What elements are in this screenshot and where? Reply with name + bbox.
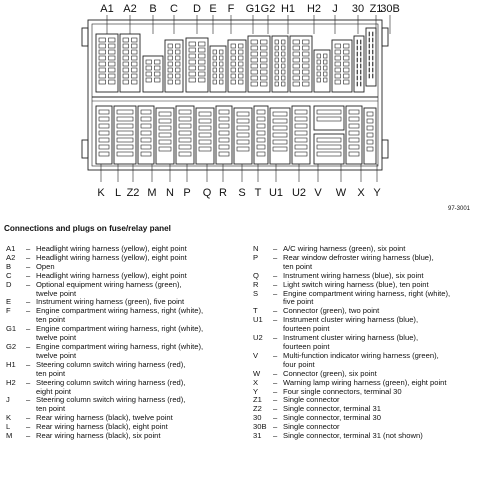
connector-label-w: W — [335, 187, 347, 199]
connector-label-30b: 30B — [380, 3, 400, 15]
legend-description: Instrument cluster wiring harness (blue), fourteen point — [283, 315, 419, 334]
legend-dash: – — [273, 244, 278, 253]
top-connector-labels — [100, 3, 400, 15]
legend-dash: – — [273, 270, 278, 280]
legend-title: Connections and plugs on fuse/relay panel — [4, 224, 171, 233]
legend-dash: – — [26, 297, 31, 307]
legend-dash: – — [26, 341, 31, 351]
legend-description: Instrument wiring harness (blue), six point — [283, 270, 424, 280]
legend-dash: – — [26, 244, 31, 253]
legend-code: U2 — [253, 333, 263, 343]
legend-code: V — [253, 350, 259, 360]
legend-description: Steering column switch wiring harness (red), ten point — [36, 395, 186, 414]
legend-description: Rear wiring harness (black), six point — [36, 431, 161, 441]
legend-description: Engine compartment wiring harness, right (white), twelve point — [36, 324, 204, 343]
legend-description: Open — [36, 261, 55, 271]
legend-code: Z1 — [253, 395, 262, 405]
legend-description: Steering column switch wiring harness (red), ten point — [36, 359, 186, 378]
legend-dash: – — [273, 288, 278, 298]
legend-code: M — [6, 431, 13, 441]
legend-code: 30 — [253, 413, 262, 423]
connector-label-j: J — [332, 3, 338, 15]
relay-socket — [354, 36, 364, 92]
legend-code: E — [6, 297, 12, 307]
connector-label-h1: H1 — [280, 3, 296, 15]
connector-socket — [314, 106, 344, 130]
legend-code: N — [253, 244, 259, 253]
legend-code: G2 — [6, 341, 17, 351]
legend-dash: – — [273, 377, 278, 387]
connector-label-k: K — [97, 187, 105, 199]
legend-left-column — [6, 245, 238, 441]
relay-socket — [165, 40, 183, 92]
legend-description: Single connector — [283, 395, 340, 405]
legend-code: D — [6, 279, 12, 289]
legend-dash: – — [26, 395, 31, 405]
connector-label-b: B — [149, 3, 157, 15]
legend-dash: – — [273, 422, 278, 432]
legend-dash: – — [273, 395, 278, 405]
connector-label-d: D — [193, 3, 201, 15]
legend-description: Single connector, terminal 31 (not shown) — [283, 431, 423, 441]
legend-code: G1 — [6, 324, 17, 334]
legend-code: A2 — [6, 252, 16, 262]
legend-dash: – — [273, 252, 278, 262]
legend-description: Engine compartment wiring harness, right (white), ten point — [36, 306, 204, 325]
legend-code: T — [253, 306, 258, 316]
connector-label-m: M — [147, 187, 157, 199]
connector-label-g1: G1 — [245, 3, 261, 15]
legend-entry-h2 — [6, 379, 238, 397]
legend-entry-h1 — [6, 361, 238, 379]
legend-entry-u2 — [253, 334, 482, 352]
legend-code: C — [6, 270, 12, 280]
legend-dash: – — [26, 261, 31, 271]
relay-socket — [210, 46, 226, 92]
connector-label-z2: Z2 — [126, 187, 140, 199]
connector-socket — [196, 108, 214, 164]
connector-label-f: F — [227, 3, 235, 15]
legend-dash: – — [26, 377, 31, 387]
connector-label-e: E — [209, 3, 217, 15]
legend-code: W — [253, 368, 261, 378]
connector-label-y: Y — [373, 187, 381, 199]
legend-dash: – — [26, 422, 31, 432]
legend-description: Single connector — [283, 422, 340, 432]
connector-label-s: S — [238, 187, 246, 199]
legend-description: Engine compartment wiring harness, right (white), five point — [283, 288, 451, 307]
relay-socket — [228, 40, 246, 92]
connector-label-u1: U1 — [268, 187, 284, 199]
legend-code: B — [6, 261, 12, 271]
connector-label-p: P — [183, 187, 191, 199]
legend-dash: – — [273, 386, 278, 396]
legend-description: Warning lamp wiring harness (green), eight point — [283, 377, 447, 387]
relay-socket — [272, 36, 288, 92]
fuse-relay-panel-diagram — [0, 0, 484, 215]
legend-dash: – — [26, 413, 31, 423]
legend-description: Single connector, terminal 30 — [283, 413, 381, 423]
legend-entry-g2 — [6, 343, 238, 361]
legend-dash: – — [26, 431, 31, 441]
legend-dash: – — [273, 333, 278, 343]
legend-code: H1 — [6, 359, 16, 369]
legend-entry-v — [253, 352, 482, 370]
legend-code: U1 — [253, 315, 263, 325]
legend-dash: – — [26, 279, 31, 289]
legend-code: Z2 — [253, 404, 262, 414]
panel-housing — [88, 20, 382, 170]
bottom-connector-labels — [97, 187, 381, 199]
legend-entry-31 — [253, 432, 482, 441]
legend-description: Multi-function indicator wiring harness (green), four point — [283, 350, 439, 369]
connector-label-v: V — [314, 187, 322, 199]
legend-dash: – — [273, 350, 278, 360]
legend-description: Steering column switch wiring harness (red), eight point — [36, 377, 186, 396]
connector-label-30: 30 — [351, 3, 365, 15]
relay-socket — [314, 50, 330, 92]
legend-description: Rear wiring harness (black), eight point — [36, 422, 168, 432]
legend-code: L — [6, 422, 11, 432]
legend-dash: – — [273, 315, 278, 325]
connector-label-a2: A2 — [123, 3, 137, 15]
legend-code: P — [253, 252, 259, 262]
legend-entry-g1 — [6, 325, 238, 343]
legend-description: Single connector, terminal 31 — [283, 404, 381, 414]
legend-description: A/C wiring harness (green), six point — [283, 244, 406, 253]
legend-entry-m — [6, 432, 238, 441]
legend-description: Rear window defroster wiring harness (blue), ten point — [283, 252, 434, 271]
connector-label-r: R — [219, 187, 227, 199]
legend-dash: – — [26, 270, 31, 280]
legend-description: Light switch wiring harness (blue), ten point — [283, 279, 429, 289]
legend-description: Headlight wiring harness (yellow), eight point — [36, 270, 187, 280]
legend-description: Connector (green), two point — [283, 306, 380, 316]
connector-label-l: L — [114, 187, 122, 199]
legend-entry-p — [253, 254, 482, 272]
legend-code: 30B — [253, 422, 267, 432]
legend-dash: – — [273, 413, 278, 423]
connector-label-t: T — [254, 187, 262, 199]
legend-dash: – — [26, 324, 31, 334]
connector-label-n: N — [166, 187, 174, 199]
relay-socket — [366, 28, 376, 86]
connector-label-u2: U2 — [291, 187, 307, 199]
legend-dash: – — [273, 368, 278, 378]
relay-socket — [96, 34, 118, 92]
legend-description: Connector (green), six point — [283, 368, 377, 378]
figure-reference: 97-3001 — [448, 206, 471, 212]
legend-dash: – — [273, 431, 278, 441]
legend-code: R — [253, 279, 259, 289]
legend-dash: – — [26, 306, 31, 316]
legend-description: Optional equipment wiring harness (green), twelve point — [36, 279, 182, 298]
legend-dash: – — [273, 404, 278, 414]
connector-socket — [364, 108, 376, 164]
connector-label-z1: Z1 — [369, 3, 383, 15]
legend-code: H2 — [6, 377, 16, 387]
legend-description: Headlight wiring harness (yellow), eight point — [36, 252, 187, 262]
legend-entry-u1 — [253, 316, 482, 334]
legend-description: Rear wiring harness (black), twelve point — [36, 413, 173, 423]
legend-entry-s — [253, 290, 482, 308]
legend-code: X — [253, 377, 259, 387]
connector-label-x: X — [357, 187, 365, 199]
legend-code: F — [6, 306, 11, 316]
legend-description: Instrument cluster wiring harness (blue), fourteen point — [283, 333, 419, 351]
legend-entry-d — [6, 281, 238, 299]
connector-label-g2: G2 — [260, 3, 276, 15]
legend-dash: – — [273, 306, 278, 316]
legend-description: Engine compartment wiring harness, right (white), twelve point — [36, 341, 204, 360]
connector-socket — [156, 108, 174, 164]
legend-code: 31 — [253, 431, 262, 441]
legend-dash: – — [26, 252, 31, 262]
legend-description: Headlight wiring harness (yellow), eight point — [36, 244, 187, 253]
legend-description: Four single connectors, terminal 30 — [283, 386, 402, 396]
legend-dash: – — [273, 279, 278, 289]
connector-socket — [234, 108, 252, 164]
connector-label-c: C — [170, 3, 178, 15]
legend-code: Q — [253, 270, 259, 280]
connector-label-h2: H2 — [306, 3, 322, 15]
legend-code: S — [253, 288, 259, 298]
legend-right-column — [253, 245, 482, 441]
connector-label-a1: A1 — [100, 3, 114, 15]
legend-code: K — [6, 413, 12, 423]
fuse-relay-panel — [82, 20, 388, 170]
legend-code: A1 — [6, 244, 16, 253]
legend-code: Y — [253, 386, 259, 396]
legend-dash: – — [26, 359, 31, 369]
legend-code: J — [6, 395, 10, 405]
connector-label-q: Q — [202, 187, 212, 199]
legend-entry-f — [6, 307, 238, 325]
legend-entry-j — [6, 396, 238, 414]
legend-description: Instrument wiring harness (green), five point — [36, 297, 185, 307]
